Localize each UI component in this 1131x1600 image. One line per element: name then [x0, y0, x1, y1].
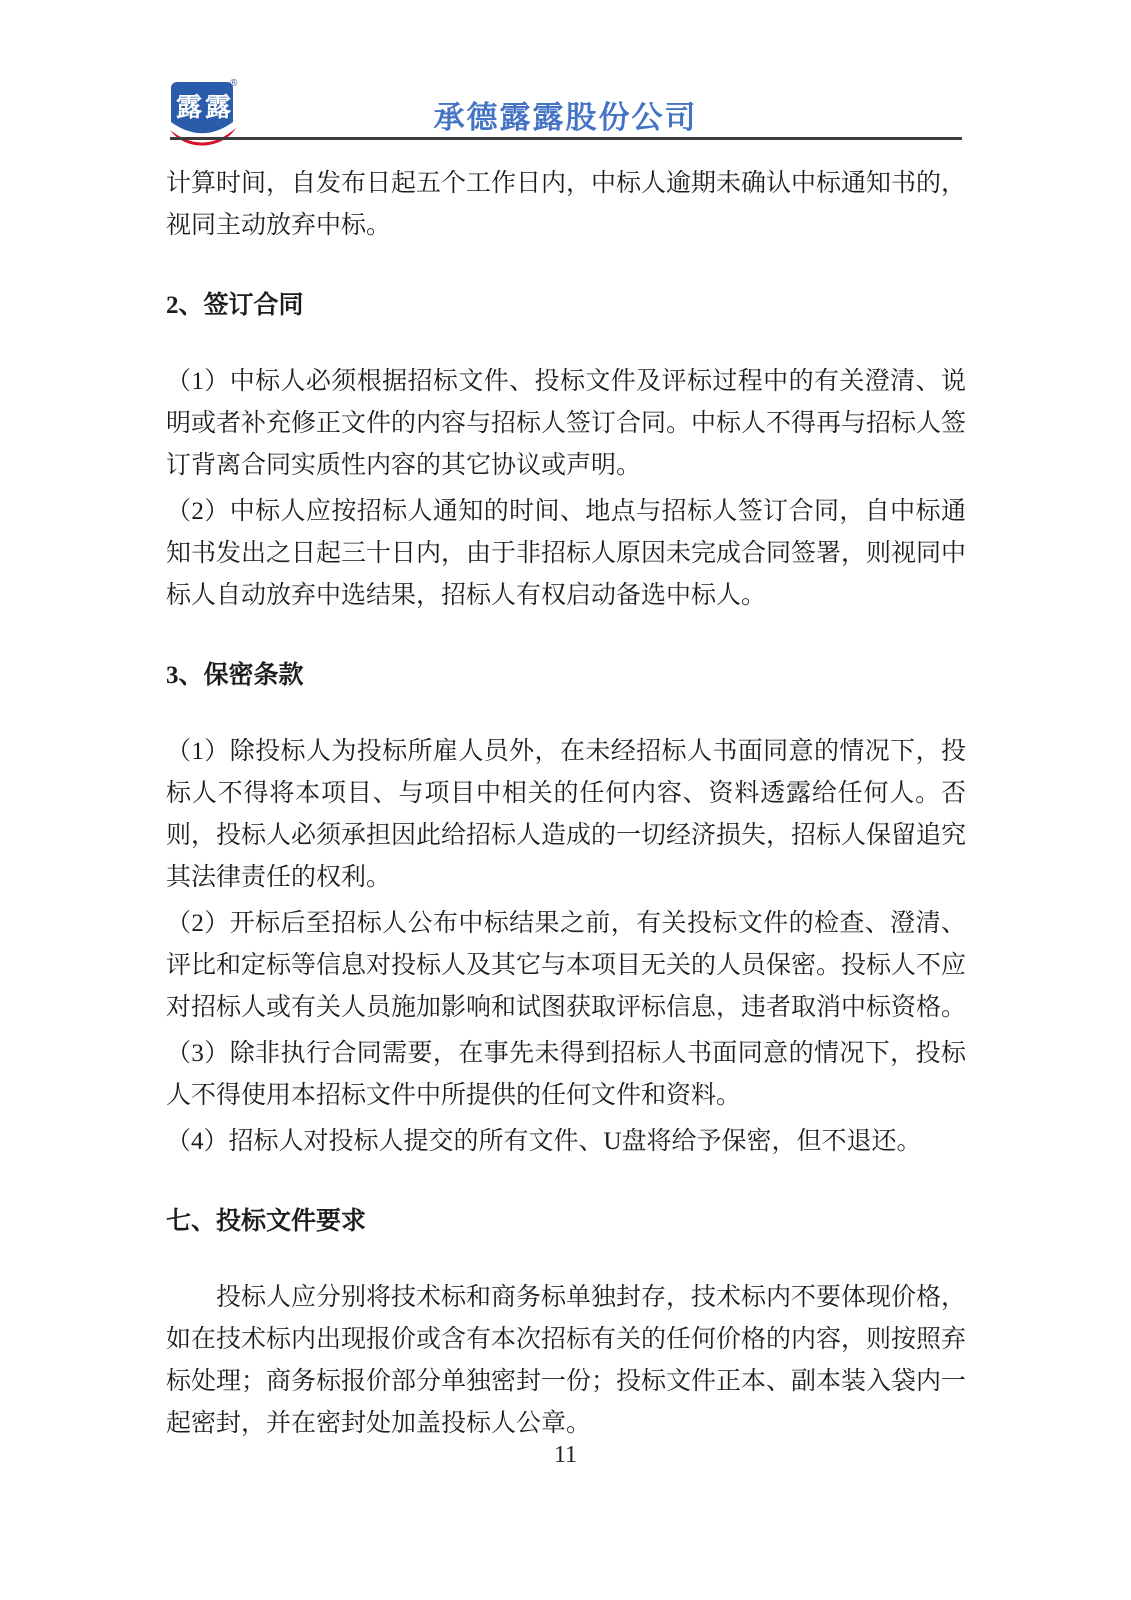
body-paragraph: （1）除投标人为投标所雇人员外，在未经招标人书面同意的情况下，投标人不得将本项目、与项目中相关的任何内容、资料透露给任何人。否则，投标人必须承担因此给招标人造成的一切经济损失，招标人保留追究其法律责任的权利。 [166, 738, 967, 891]
body-paragraph: 投标人应分别将技术标和商务标单独封存，技术标内不要体现价格，如在技术标内出现报价或含有本次招标有关的任何价格的内容，则按照弃标处理；商务标报价部分单独密封一份；投标文件正本、副本装入袋内一起密封，并在密封处加盖投标人公章。 [166, 1284, 967, 1437]
section-heading-sign-contract: 2、签订合同 [166, 292, 304, 319]
section-heading-bid-document-requirements: 七、投标文件要求 [166, 1208, 367, 1235]
body-paragraph: （2）开标后至招标人公布中标结果之前，有关投标文件的检查、澄清、评比和定标等信息对投标人及其它与本项目无关的人员保密。投标人不应对招标人或有关人员施加影响和试图获取评标信息，违者取消中标资格。 [166, 910, 967, 1021]
body-paragraph: （4）招标人对投标人提交的所有文件、U盘将给予保密，但不退还。 [166, 1128, 922, 1155]
body-paragraph: （3）除非执行合同需要，在事先未得到招标人书面同意的情况下，投标人不得使用本招标文件中所提供的任何文件和资料。 [166, 1040, 966, 1109]
page-number: 11 [553, 1442, 578, 1468]
body-paragraph: （1）中标人必须根据招标文件、投标文件及评标过程中的有关澄清、说明或者补充修正文件的内容与招标人签订合同。中标人不得再与招标人签订背离合同实质性内容的其它协议或声明。 [166, 368, 967, 479]
body-paragraph: （2）中标人应按招标人通知的时间、地点与招标人签订合同，自中标通知书发出之日起三十日内，由于非招标人原因未完成合同签署，则视同中标人自动放弃中选结果，招标人有权启动备选中标人。 [166, 498, 967, 609]
logo-brand-text: 露露 [176, 93, 235, 122]
document-body [166, 163, 966, 1445]
header-divider [170, 137, 962, 140]
section-heading-confidentiality: 3、保密条款 [166, 662, 304, 689]
company-name-title: 承德露露股份公司 [433, 100, 698, 135]
registered-trademark-icon: ® [230, 78, 238, 89]
body-paragraph: 计算时间，自发布日起五个工作日内，中标人逾期未确认中标通知书的，视同主动放弃中标。 [166, 170, 967, 239]
